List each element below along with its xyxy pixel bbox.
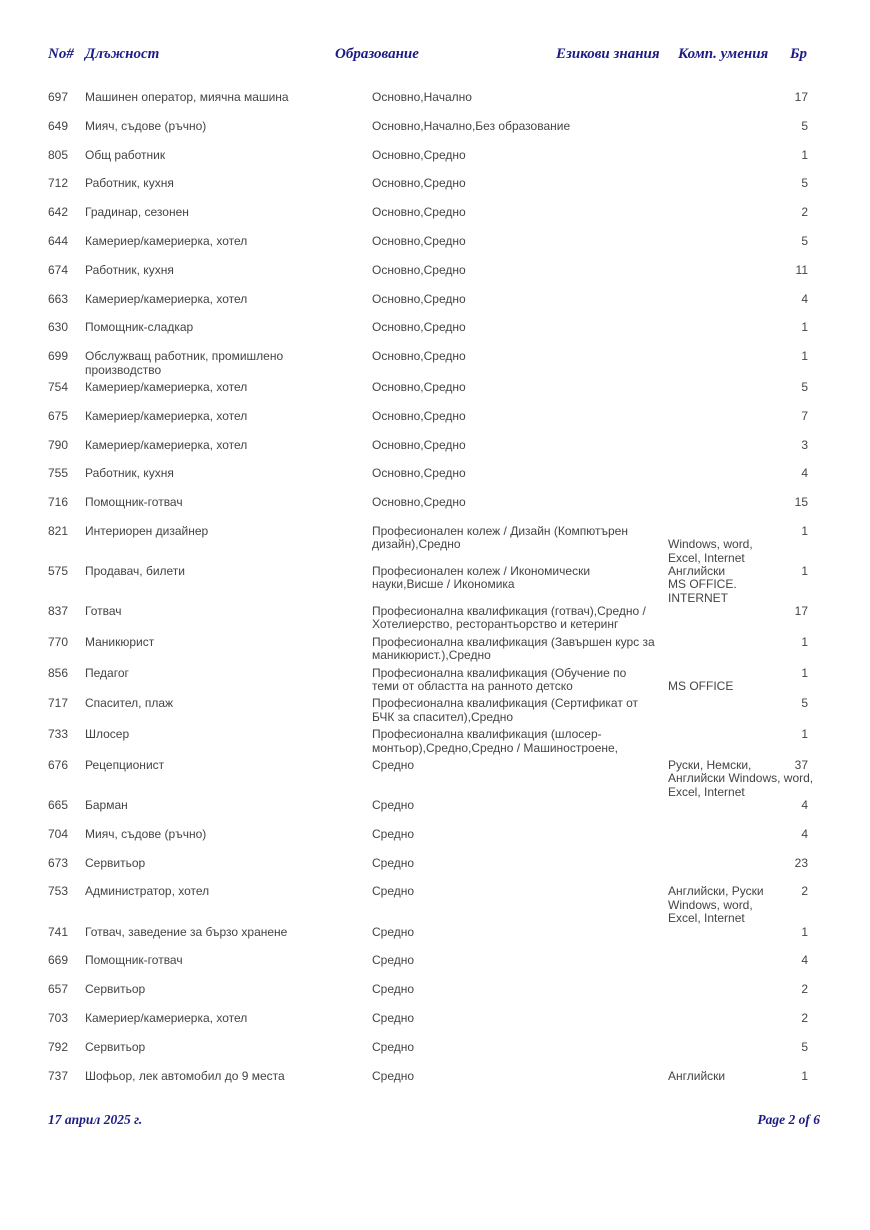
row-education: Средно [372, 884, 415, 899]
row-number: 665 [48, 798, 69, 813]
row-education: Средно [372, 982, 415, 997]
row-position: Камериер/камериерка, хотел [85, 1010, 248, 1025]
row-vacancy-count: 1 [801, 634, 808, 649]
row-education: Основно,Средно [372, 291, 466, 306]
row-number: 741 [48, 924, 69, 939]
row-position: Спасител, плаж [85, 696, 174, 711]
row-vacancy-count: 23 [794, 855, 808, 870]
table-row [48, 350, 810, 381]
row-education: Професионален колеж / Икономически науки,Висше / Икономика [372, 564, 591, 592]
row-number: 770 [48, 634, 69, 649]
table-row [48, 926, 810, 955]
row-education: Основно,Средно [372, 495, 466, 510]
column-header-education: Образование [335, 46, 419, 62]
table-row [48, 264, 810, 293]
row-position: Общ работник [85, 147, 166, 162]
row-position: Продавач, билети [85, 564, 186, 578]
row-number: 644 [48, 233, 69, 248]
row-education: Средно [372, 953, 415, 968]
row-vacancy-count: 4 [801, 798, 808, 813]
row-education: Основно,Начално [372, 90, 472, 104]
table-row [48, 954, 810, 983]
row-position: Помощник-сладкар [85, 320, 194, 335]
table-row [48, 235, 810, 264]
row-vacancy-count: 1 [801, 1068, 808, 1083]
row-number: 663 [48, 291, 69, 306]
row-position: Помощник-готвач [85, 953, 183, 968]
row-vacancy-count: 5 [801, 696, 808, 711]
row-number: 717 [48, 696, 69, 711]
row-position: Барман [85, 798, 128, 813]
row-vacancy-count: 3 [801, 437, 808, 452]
row-vacancy-count: 17 [794, 90, 808, 104]
row-vacancy-count: 4 [801, 826, 808, 841]
row-position: Камериер/камериерка, хотел [85, 408, 248, 423]
table-header [0, 46, 870, 66]
row-education: Средно [372, 1010, 415, 1025]
row-skills: Английски MS OFFICE. INTERNET [668, 564, 737, 605]
row-number: 669 [48, 953, 69, 968]
row-number: 754 [48, 379, 69, 394]
table-row [48, 1070, 810, 1099]
column-header-position: Длъжност [85, 46, 160, 62]
table-row [48, 120, 810, 149]
row-education: Основно,Средно [372, 349, 466, 364]
table-row [48, 1012, 810, 1041]
row-skills: MS OFFICE [668, 678, 734, 693]
row-education: Основно,Средно [372, 437, 466, 452]
row-education: Професионална квалификация (готвач),Средно / Хотелиерство, ресторантьорство и кетеринг [372, 604, 646, 632]
row-position: Сервитьор [85, 982, 146, 997]
row-education: Средно [372, 855, 415, 870]
row-position: Сервитьор [85, 1039, 146, 1054]
row-vacancy-count: 2 [801, 884, 808, 899]
row-number: 737 [48, 1068, 69, 1083]
row-vacancy-count: 4 [801, 953, 808, 968]
row-vacancy-count: 4 [801, 466, 808, 481]
column-header-languages: Езикови знания [556, 46, 660, 62]
row-number: 703 [48, 1010, 69, 1025]
row-position: Работник, кухня [85, 262, 174, 277]
row-position: Камериер/камериерка, хотел [85, 379, 248, 394]
row-skills: Английски [668, 1068, 726, 1083]
table-row [48, 1041, 810, 1070]
row-education: Професионален колеж / Дизайн (Компютърен дизайн),Средно [372, 523, 628, 552]
row-number: 657 [48, 982, 69, 997]
row-position: Администратор, хотел [85, 884, 210, 899]
row-number: 792 [48, 1039, 69, 1054]
row-position: Сервитьор [85, 855, 146, 870]
page-footer [48, 1112, 820, 1128]
row-position: Работник, кухня [85, 466, 174, 481]
column-header-no: No# [48, 46, 74, 62]
row-vacancy-count: 1 [801, 665, 808, 680]
row-education: Професионална квалификация (Завършен курс за маникюрист.),Средно [372, 634, 655, 663]
row-education: Средно [372, 798, 415, 813]
row-number: 674 [48, 262, 69, 277]
row-education: Средно [372, 1039, 415, 1054]
row-position: Камериер/камериерка, хотел [85, 437, 248, 452]
row-position: Готвач, заведение за бързо хранене [85, 924, 288, 939]
table-row [48, 496, 810, 525]
row-number: 676 [48, 758, 69, 773]
table-row [48, 381, 810, 410]
row-education: Основно,Средно [372, 320, 466, 335]
table-rows [48, 90, 814, 1098]
table-row [48, 857, 810, 886]
table-row [48, 91, 810, 120]
row-position: Готвач [85, 604, 122, 619]
row-education: Основно,Средно [372, 262, 466, 277]
row-position: Мияч, съдове (ръчно) [85, 118, 207, 133]
row-position: Обслужващ работник, промишлено производство [85, 349, 284, 377]
row-vacancy-count: 2 [801, 1010, 808, 1025]
row-number: 755 [48, 466, 69, 481]
row-number: 805 [48, 147, 69, 162]
table-row [48, 525, 810, 565]
table-row [48, 636, 810, 667]
row-vacancy-count: 1 [801, 523, 808, 538]
table-row [48, 828, 810, 857]
footer-date: 17 април 2025 г. [48, 1112, 143, 1127]
table-row [48, 321, 810, 350]
row-education: Средно [372, 826, 415, 841]
row-vacancy-count: 1 [801, 320, 808, 335]
row-education: Основно,Начално,Без образование [372, 118, 571, 133]
row-education: Основно,Средно [372, 233, 466, 248]
footer-page-number: Page 2 of 6 [757, 1112, 820, 1127]
table-row [48, 697, 810, 728]
row-position: Педагог [85, 665, 129, 680]
row-number: 716 [48, 495, 69, 510]
row-vacancy-count: 1 [801, 147, 808, 162]
row-vacancy-count: 5 [801, 379, 808, 394]
row-number: 753 [48, 884, 69, 899]
row-vacancy-count: 5 [801, 233, 808, 248]
row-vacancy-count: 37 [794, 758, 808, 773]
table-row [48, 885, 810, 925]
row-vacancy-count: 5 [801, 176, 808, 191]
row-vacancy-count: 4 [801, 291, 808, 306]
row-education: Основно,Средно [372, 408, 466, 423]
row-education: Професионална квалификация (Сертификат от БЧК за спасител),Средно [372, 696, 639, 724]
row-education: Основно,Средно [372, 379, 466, 394]
row-vacancy-count: 1 [801, 349, 808, 364]
row-skills: Английски, Руски Windows, word, Excel, Internet [668, 884, 764, 926]
table-row [48, 149, 810, 178]
row-education: Основно,Средно [372, 176, 466, 191]
table-row [48, 565, 810, 605]
row-education: Средно [372, 758, 415, 773]
row-vacancy-count: 5 [801, 118, 808, 133]
row-number: 837 [48, 604, 69, 619]
row-position: Машинен оператор, миячна машина [85, 90, 289, 104]
row-number: 673 [48, 855, 69, 870]
row-number: 733 [48, 727, 69, 742]
table-row [48, 758, 814, 799]
table-row [48, 439, 810, 468]
table-row [48, 728, 810, 759]
row-number: 821 [48, 523, 69, 538]
row-vacancy-count: 1 [801, 564, 808, 578]
row-skills: Руски, Немски, Английски Windows, word, Excel, Internet [668, 758, 814, 799]
row-number: 642 [48, 205, 69, 220]
row-vacancy-count: 1 [801, 727, 808, 742]
row-education: Професионална квалификация (шлосер- монтьор),Средно,Средно / Машиностроене, [372, 727, 619, 755]
row-education: Основно,Средно [372, 466, 466, 481]
row-skills: Windows, word, Excel, Internet [668, 537, 753, 565]
row-vacancy-count: 7 [801, 408, 808, 423]
row-position: Шлосер [85, 727, 130, 742]
row-position: Рецепционист [85, 758, 165, 773]
column-header-count: Бр [790, 46, 808, 62]
table-row [48, 605, 810, 636]
table-row [48, 799, 810, 828]
table-row [48, 177, 810, 206]
table-row [48, 667, 810, 698]
column-header-computer: Комп. умения [678, 46, 769, 62]
row-number: 699 [48, 349, 69, 364]
table-row [48, 206, 810, 235]
row-position: Работник, кухня [85, 176, 174, 191]
row-position: Интериорен дизайнер [85, 523, 209, 538]
row-education: Средно [372, 1068, 415, 1083]
row-vacancy-count: 5 [801, 1039, 808, 1054]
row-position: Камериер/камериерка, хотел [85, 233, 248, 248]
row-vacancy-count: 15 [794, 495, 808, 510]
row-position: Маникюрист [85, 634, 155, 649]
row-number: 856 [48, 665, 69, 680]
row-vacancy-count: 2 [801, 982, 808, 997]
row-position: Помощник-готвач [85, 495, 183, 510]
table-row [48, 293, 810, 322]
table-row [48, 983, 810, 1012]
row-education: Основно,Средно [372, 147, 466, 162]
row-education: Професионална квалификация (Обучение по теми от областта на ранното детско [372, 665, 627, 693]
row-number: 675 [48, 408, 69, 423]
row-number: 712 [48, 176, 69, 191]
row-position: Мияч, съдове (ръчно) [85, 826, 207, 841]
row-number: 630 [48, 320, 69, 335]
table-row [48, 467, 810, 496]
row-number: 790 [48, 437, 69, 452]
row-position: Градинар, сезонен [85, 205, 189, 220]
row-number: 704 [48, 826, 69, 841]
table-row [48, 410, 810, 439]
row-vacancy-count: 1 [801, 924, 808, 939]
row-number: 649 [48, 118, 69, 133]
row-number: 575 [48, 564, 69, 578]
row-position: Шофьор, лек автомобил до 9 места [85, 1068, 285, 1083]
row-vacancy-count: 11 [795, 262, 808, 277]
row-vacancy-count: 17 [794, 604, 808, 619]
row-education: Основно,Средно [372, 205, 466, 220]
row-position: Камериер/камериерка, хотел [85, 291, 248, 306]
row-education: Средно [372, 924, 415, 939]
row-vacancy-count: 2 [801, 205, 808, 220]
row-number: 697 [48, 90, 69, 104]
